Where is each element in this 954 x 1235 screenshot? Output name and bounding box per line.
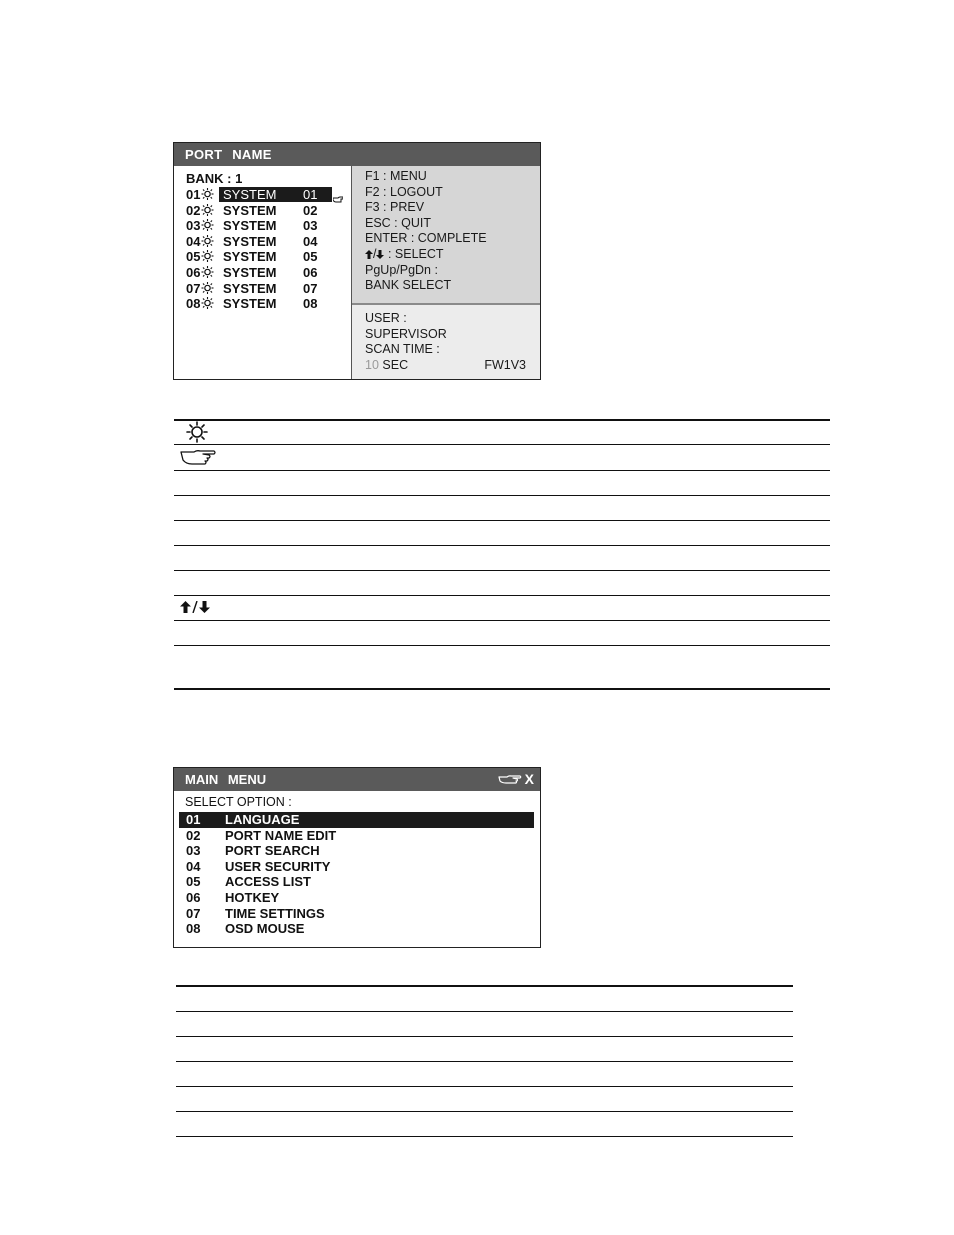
sun-icon [201,219,214,235]
port-id: 03 [303,218,318,234]
side-panel [351,166,540,379]
port-name-title: PORT NAME [174,143,540,166]
table-rule [176,985,793,987]
menu-item-label: ACCESS LIST [225,874,311,890]
table-rule [176,1061,793,1062]
firmware-version: FW1V3 [484,357,526,372]
up-arrow-icon [180,601,191,613]
main-menu-list [179,812,534,937]
main-menu-title: MAIN MENU [185,772,267,787]
menu-item[interactable] [179,890,534,906]
port-name: SYSTEM [223,264,277,280]
hotkey-f2: F2 : LOGOUT [365,184,443,199]
menu-item-number: 03 [186,843,201,859]
scan-time-row [352,358,540,374]
port-id: 07 [303,280,318,296]
port-id: 06 [303,264,318,280]
port-name: SYSTEM [223,280,277,296]
sun-icon [201,250,214,266]
port-number: 03 [186,218,201,234]
table-rule [174,688,830,690]
hotkey-f1: F1 : MENU [365,169,427,183]
table-rule [174,470,830,471]
user-label: USER : [365,311,407,325]
menu-item-number: 05 [186,874,201,890]
menu-item-label: PORT NAME EDIT [225,827,337,843]
port-name: SYSTEM [223,187,277,202]
port-id: 02 [303,202,318,218]
table-rule [176,1036,793,1037]
menu-item[interactable] [179,906,534,922]
port-row[interactable] [186,296,346,312]
hotkey-select-label: : SELECT [387,246,444,261]
port-id: 04 [303,233,318,249]
menu-item-number: 02 [186,827,201,843]
hotkey-panel [352,166,540,305]
user-value: SUPERVISOR [365,326,447,341]
port-name: SYSTEM [223,296,277,312]
select-option-prompt: SELECT OPTION : [185,795,292,809]
sun-icon [201,297,214,313]
port-number: 02 [186,202,201,218]
hotkey-f3: F3 : PREV [365,200,425,215]
port-row[interactable] [186,281,346,297]
menu-item-label: USER SECURITY [225,858,331,874]
table-rule [174,595,830,596]
pointing-hand-icon [498,774,522,785]
port-number: 07 [186,280,201,296]
menu-item-number: 06 [186,889,201,905]
table-rule [174,645,830,646]
menu-item[interactable] [179,874,534,890]
status-panel [352,305,540,379]
menu-item-number: 08 [186,921,201,937]
hotkey-enter: ENTER : COMPLETE [365,231,487,246]
table-rule [174,419,830,421]
sun-icon [201,282,214,298]
title-bar-controls [498,768,534,791]
port-name: SYSTEM [223,249,277,265]
bank-label: BANK : 1 [186,171,243,186]
table-rule [174,444,830,445]
main-menu-title-bar [174,768,540,791]
table-rule [174,620,830,621]
port-number: 08 [186,296,201,312]
sun-icon [201,235,214,251]
port-id: 08 [303,296,318,312]
port-row[interactable] [186,249,346,265]
sun-icon [201,204,214,220]
hotkey-select: / : SELECT [352,247,540,263]
table-rule [174,570,830,571]
menu-item-label: LANGUAGE [225,812,300,827]
scan-time-label: SCAN TIME : [365,342,440,357]
port-row[interactable] [186,265,346,281]
menu-item-number: 01 [186,812,201,827]
table-rule [174,495,830,496]
port-id: 01 [303,187,318,202]
port-id: 05 [303,249,318,265]
port-row[interactable] [186,234,346,250]
port-number: 01 [186,187,201,202]
up-arrow-icon [365,250,373,259]
table-rule [174,520,830,521]
down-arrow-icon [199,601,210,613]
port-number: 04 [186,233,201,249]
table-rule [176,1011,793,1012]
sun-icon [185,421,209,443]
port-number: 05 [186,249,201,265]
hotkey-esc: ESC : QUIT [365,215,431,230]
main-menu-screen [173,767,541,948]
menu-item[interactable] [179,828,534,844]
menu-item[interactable] [179,812,534,828]
port-row[interactable] [186,203,346,219]
port-name: SYSTEM [223,202,277,218]
table-rule [174,545,830,546]
scan-time-value: 10 [365,357,379,372]
menu-item[interactable] [179,843,534,859]
slash-icon [192,601,198,613]
menu-item[interactable] [179,859,534,875]
menu-item-label: PORT SEARCH [225,843,320,859]
port-row[interactable] [186,218,346,234]
up-down-arrows-icon [180,600,210,614]
close-button[interactable]: X [524,771,534,787]
menu-item-number: 07 [186,905,201,921]
port-row[interactable] [186,187,346,203]
port-name: SYSTEM [223,218,277,234]
pointing-hand-icon [180,448,217,466]
menu-item-label: HOTKEY [225,889,280,905]
port-list [186,171,346,312]
port-number: 06 [186,264,201,280]
scan-time-unit: SEC [382,357,409,372]
menu-item-number: 04 [186,858,201,874]
table-rule [176,1111,793,1112]
menu-item-label: TIME SETTINGS [225,905,325,921]
menu-item[interactable] [179,921,534,937]
table-rule [176,1086,793,1087]
down-arrow-icon [376,250,384,259]
menu-item-label: OSD MOUSE [225,921,305,937]
hotkey-pgup-pgdn: PgUp/PgDn : [365,262,438,277]
table-rule [176,1136,793,1137]
port-name-screen [173,142,541,380]
sun-icon [201,266,214,282]
hotkey-bank-select: BANK SELECT [365,278,452,293]
port-name: SYSTEM [223,233,277,249]
sun-icon [201,188,214,204]
